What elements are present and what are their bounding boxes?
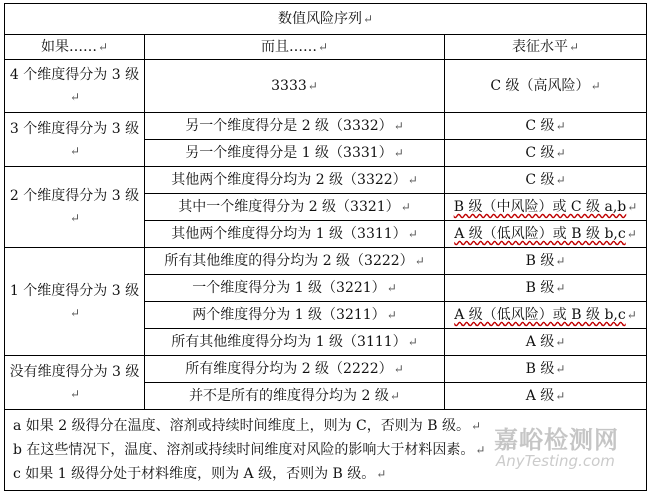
header-level: 表征水平↵ <box>445 35 647 60</box>
table-row <box>5 167 647 194</box>
watermark-logo-text: 嘉峪检测网 <box>494 426 619 454</box>
level-cell: A 级（低风险）或 B 级 b,c↵ <box>445 302 647 329</box>
table-row <box>5 248 647 275</box>
detail-cell: 所有其他维度得分均为 1 级（3111）↵ <box>145 329 445 356</box>
table-row <box>5 113 647 140</box>
detail-cell: 所有维度得分均为 2 级（2222）↵ <box>145 356 445 383</box>
level-cell: A 级↵ <box>445 383 647 410</box>
detail-cell: 所有其他维度的得分均为 2 级（3222）↵ <box>145 248 445 275</box>
condition-cell: 4 个维度得分为 3 级↵ <box>5 60 145 113</box>
detail-cell: 一个维度得分为 1 级（3221）↵ <box>145 275 445 302</box>
detail-cell: 其他两个维度得分均为 1 级（3311）↵ <box>145 221 445 248</box>
header-and: 而且……↵ <box>145 35 445 60</box>
footnote-c: c 如果 1 级得分处于材料维度，则为 A 级，否则为 B 级。↵ <box>13 466 387 482</box>
detail-cell: 另一个维度得分是 1 级（3331）↵ <box>145 140 445 167</box>
detail-cell: 两个维度得分为 1 级（3211）↵ <box>145 302 445 329</box>
level-cell: C 级（高风险）↵ <box>445 60 647 113</box>
condition-cell: 2 个维度得分为 3 级↵ <box>5 167 145 248</box>
condition-cell: 没有维度得分为 3 级↵ <box>5 356 145 410</box>
condition-cell: 1 个维度得分为 3 级↵ <box>5 248 145 356</box>
level-cell: B 级↵ <box>445 275 647 302</box>
detail-cell: 其中一个维度得分为 2 级（3321）↵ <box>145 194 445 221</box>
level-cell: A 级↵ <box>445 329 647 356</box>
level-cell: C 级↵ <box>445 140 647 167</box>
detail-cell: 3333↵ <box>145 60 445 113</box>
detail-cell: 另一个维度得分是 2 级（3332）↵ <box>145 113 445 140</box>
footnote-a: a 如果 2 级得分在温度、溶剂或持续时间维度上，则为 C，否则为 B 级。↵ <box>13 418 482 434</box>
level-cell: B 级↵ <box>445 356 647 383</box>
level-cell: B 级（中风险）或 C 级 a,b↵ <box>445 194 647 221</box>
header-if: 如果……↵ <box>5 35 145 60</box>
table-header-row <box>5 35 647 60</box>
watermark-url: AnyTesting.com <box>496 452 615 470</box>
detail-cell: 其他两个维度得分均为 2 级（3322）↵ <box>145 167 445 194</box>
table-title: 数值风险序列↵ <box>5 4 647 35</box>
table-row <box>5 356 647 383</box>
table-title-row <box>5 4 647 35</box>
level-cell: A 级（低风险）或 B 级 b,c↵ <box>445 221 647 248</box>
level-cell: C 级↵ <box>445 113 647 140</box>
table-row <box>5 60 647 113</box>
risk-sequence-table <box>4 3 647 491</box>
detail-cell: 并不是所有的维度得分均为 2 级↵ <box>145 383 445 410</box>
footnote-b: b 在这些情况下，温度、溶剂或持续时间维度对风险的影响大于材料因素。↵ <box>13 442 486 458</box>
level-cell: B 级↵ <box>445 248 647 275</box>
condition-cell: 3 个维度得分为 3 级↵ <box>5 113 145 167</box>
level-cell: C 级↵ <box>445 167 647 194</box>
